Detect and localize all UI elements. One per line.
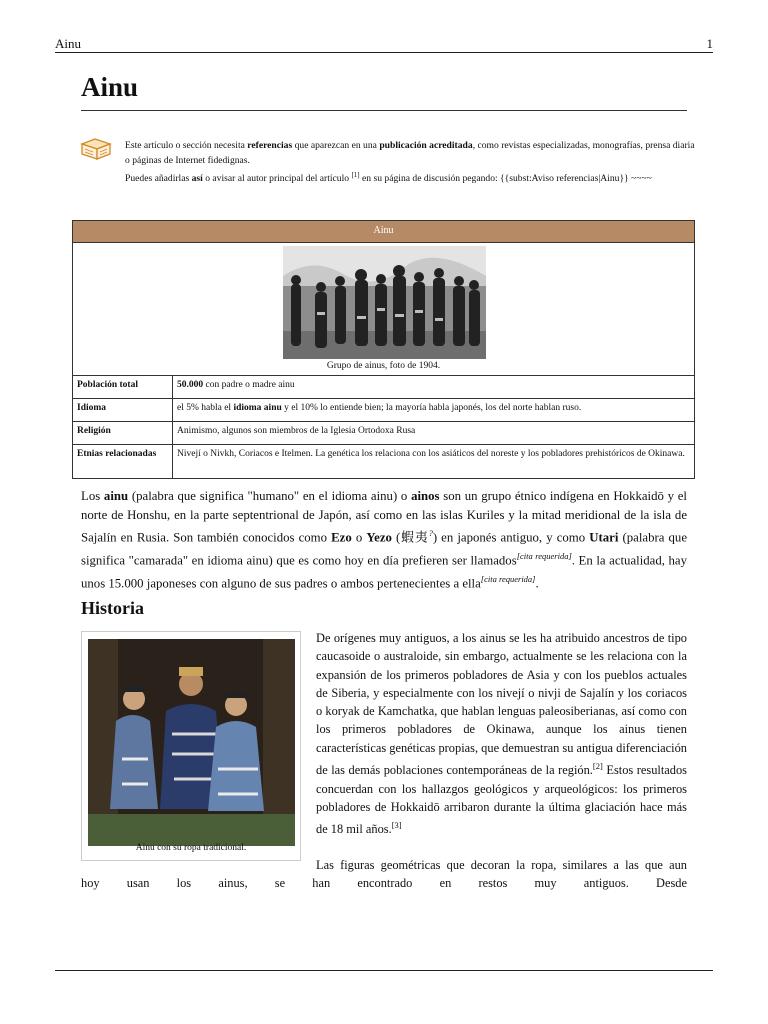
add-refs-link[interactable]: así [191, 173, 203, 185]
row-value: el 5% habla el idioma ainu y el 10% lo entiende bien; la mayoría habla japonés, los del norte hablan ruso. [173, 399, 695, 422]
history-paragraph-2: Las figuras geométricas que decoran la ropa, similares a las que aun [316, 858, 687, 872]
row-label: Etnias relacionadas [73, 445, 173, 480]
row-value: Animismo, algunos son miembros de la Iglesia Ortodoxa Rusa [173, 422, 695, 445]
citation-2[interactable]: [2] [592, 761, 603, 772]
table-row [73, 399, 694, 422]
history-paragraph-1: De orígenes muy antiguos, a los ainus se les ha atribuido ancestros de tipo caucasoide o australoide, sin embargo, actualmente se les relaciona con la expansión de los primeros pobladores de Asia y con los pueblos actuales de Siberia, y especialmente con los nivejí o nivji de Sajalín y los coriacos o koryak de Kamchatka, que hablan lenguas paleosiberianas, así como con los primeros pobladores de Okinawa, aunque los ainus tienen características genéticas propias, que demuestran su antigua diferenciación de las demás poblaciones contemporáneas de la región.[2] Estos resultados concuerdan con los hallazgos geológicos y arqueológicos: los primeros pobladores de Hokkaidō arribaron durante la última glaciación hace más de 18 mil años.[3] [316, 631, 687, 837]
traditional-dress-photo [88, 639, 295, 846]
infobox-caption: Grupo de ainus, foto de 1904. [326, 361, 441, 371]
citation-needed[interactable]: [cita requerida] [516, 550, 572, 561]
table-row [73, 376, 694, 399]
section-heading-historia: Historia [81, 598, 144, 618]
infobox [72, 220, 695, 479]
table-row [73, 422, 694, 445]
page-title: Ainu [81, 72, 139, 102]
title-divider [81, 110, 687, 111]
group-photo [283, 246, 486, 359]
figure [81, 631, 301, 861]
row-value: Nivejí o Nivkh, Coriacos e Itelmen. La genética los relaciona con los asiáticos del noreste y los pobladores prehistóricos de Okinawa. [173, 445, 695, 480]
row-label: Idioma [73, 399, 173, 422]
intro-paragraph: Los ainu (palabra que significa "humano" en el idioma ainu) o ainos son un grupo étnico indígena en Hokkaidō y el norte de Honshu, en la parte septentrional de Japón, así como en las islas Kuriles y la mitad meridional de la isla de Sajalín en Rusia. Son también conocidos como Ezo o Yezo (蝦夷?) en japonés antiguo, y como Utari (palabra que significa "camarada" en idioma ainu) que es como hoy en día prefieren ser llamados[cita requerida]. En la actualidad, hay unos 15.000 japoneses con alguno de sus padres o ambos pertenecientes a ella[cita requerida]. [81, 489, 687, 590]
citation-needed[interactable]: [cita requerida] [480, 573, 536, 584]
running-title: Ainu [55, 36, 81, 51]
references-notice: Este artículo o sección necesita referencias que aparezcan en una publicación acreditada, como revistas especializadas, monografías, prensa diaria o páginas de Internet fidedignas. Puedes añadirlas así o avisar al autor principal del artículo [1] en su página de discusión pegando: {{subst:Aviso referencias|Ainu}} ~~~~ [125, 140, 695, 185]
page-number: 1 [706, 36, 713, 51]
table-row [73, 445, 694, 480]
row-label: Religión [73, 422, 173, 445]
infobox-table [73, 375, 694, 479]
running-header [55, 34, 713, 53]
figure-caption: Ainu con su ropa tradicional. [135, 843, 247, 853]
row-label: Población total [73, 376, 173, 399]
citation-1[interactable]: [1] [351, 171, 360, 179]
footer-divider [55, 970, 713, 971]
book-icon [79, 135, 113, 163]
infobox-title: Ainu [73, 221, 694, 243]
row-value: 50.000 con padre o madre ainu [173, 376, 695, 399]
ainu-language-link[interactable]: idioma ainu [233, 403, 282, 413]
history-paragraph-2-cont: hoy usan los ainus, se han encontrado en restos muy antiguos. Desde [81, 876, 687, 890]
citation-3[interactable]: [3] [391, 820, 402, 831]
